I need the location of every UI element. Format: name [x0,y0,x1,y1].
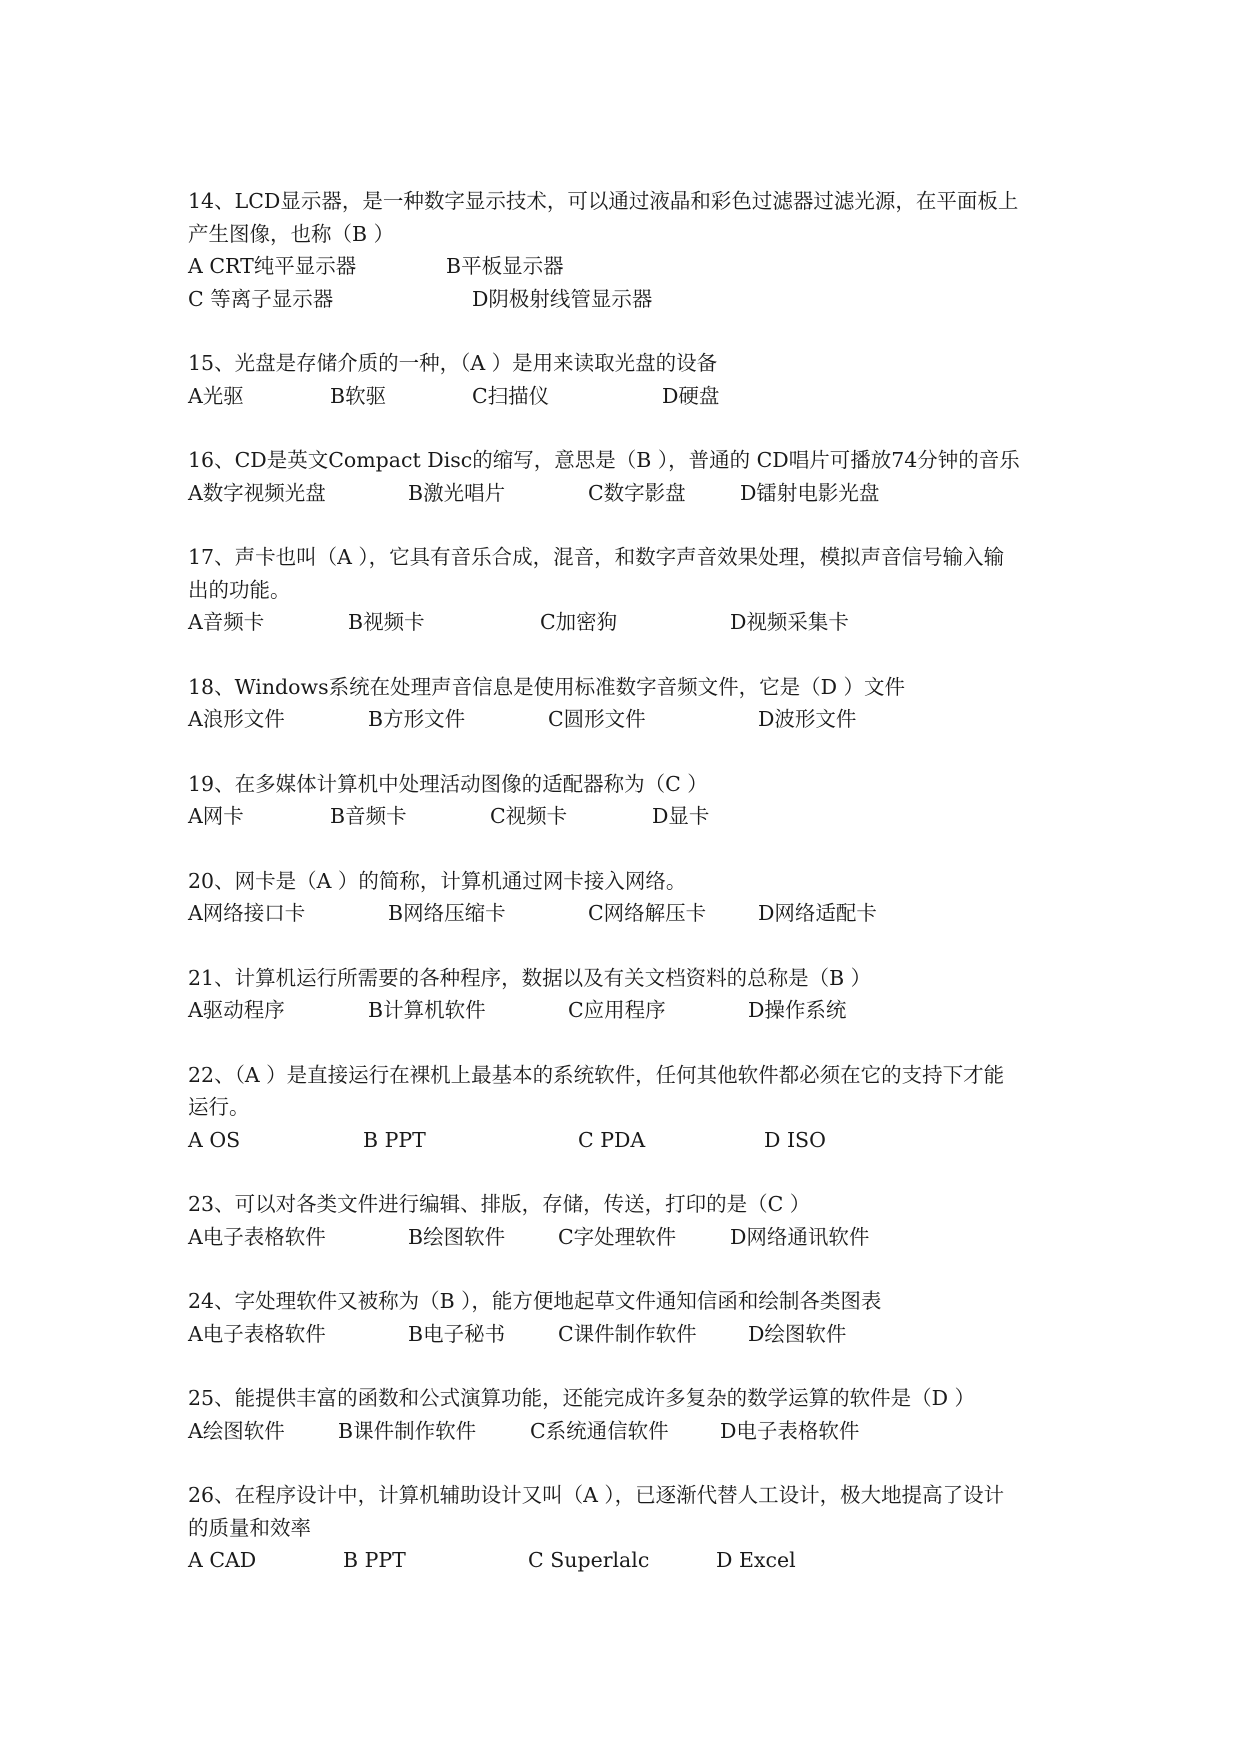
answer-option: B PPT [343,1548,406,1572]
options-row [188,1544,1068,1577]
options-row [188,1124,1068,1157]
options-row [188,1221,1068,1254]
question-stem-line: 产生图像，也称（B ） [188,221,395,246]
answer-option: B平板显示器 [446,254,564,278]
answer-option: C扫描仪 [472,383,550,408]
answer-option: C应用程序 [568,998,666,1022]
question-stem-line: 26、在程序设计中，计算机辅助设计又叫（A ），已逐渐代替人工设计，极大地提高了设计 [188,1483,1005,1507]
question-block [188,962,1068,1027]
question-block [188,347,1068,412]
answer-option: A绘图软件 [188,1418,285,1443]
options-row [188,897,1068,930]
answer-option: A电子表格软件 [188,1224,326,1249]
options-row [188,250,1068,283]
answer-option: A CRT纯平显示器 [188,254,357,278]
answer-option: A音频卡 [188,610,265,634]
options-row [188,283,1068,316]
answer-option: A光驱 [188,383,244,408]
question-list [188,185,1068,1609]
question-block [188,541,1068,639]
answer-option: A CAD [188,1548,257,1572]
answer-option: C数字影盘 [588,480,686,505]
question-block [188,1285,1068,1350]
answer-option: B PPT [363,1127,426,1152]
answer-option: B视频卡 [348,610,425,634]
answer-option: B课件制作软件 [338,1418,477,1443]
question-stem-line: 17、声卡也叫（A ），它具有音乐合成，混音，和数字声音效果处理，模拟声音信号输入输 [188,545,1005,569]
answer-option: D网络通讯软件 [730,1224,870,1249]
question-stem-line: 19、在多媒体计算机中处理活动图像的适配器称为（C ） [188,771,708,796]
question-block [188,1479,1068,1577]
answer-option: B激光唱片 [408,480,506,505]
question-stem-line: 25、能提供丰富的函数和公式演算功能，还能完成许多复杂的数学运算的软件是（D ） [188,1386,976,1410]
answer-option: A OS [188,1127,241,1152]
answer-option: D显卡 [652,804,710,828]
answer-option: A电子表格软件 [188,1321,326,1346]
question-stem-line: 21、计算机运行所需要的各种程序，数据以及有关文档资料的总称是（B ） [188,965,872,990]
answer-option: A数字视频光盘 [188,480,326,505]
answer-option: D Excel [716,1548,796,1572]
answer-option: B网络压缩卡 [388,901,506,925]
question-block [188,1382,1068,1447]
question-block [188,671,1068,736]
answer-option: D阴极射线管显示器 [472,286,653,311]
answer-option: D硬盘 [662,383,720,408]
answer-option: B方形文件 [368,707,466,731]
answer-option: D镭射电影光盘 [740,480,880,505]
options-row [188,477,1068,510]
question-stem-line: 15、光盘是存储介质的一种，（A ）是用来读取光盘的设备 [188,351,718,375]
answer-option: A驱动程序 [188,998,285,1022]
answer-option: B计算机软件 [368,998,486,1022]
options-row [188,994,1068,1027]
question-stem-line: 出的功能。 [188,577,291,602]
answer-option: D网络适配卡 [758,901,877,925]
question-stem-line: 14、LCD显示器，是一种数字显示技术，可以通过液晶和彩色过滤器过滤光源，在平面板上 [188,189,1019,213]
answer-option: C 等离子显示器 [188,286,334,311]
answer-option: C课件制作软件 [558,1321,697,1346]
question-stem-line: 23、可以对各类文件进行编辑、排版，存储，传送，打印的是（C ） [188,1192,811,1216]
options-row [188,800,1068,833]
question-block [188,865,1068,930]
answer-option: D ISO [764,1127,826,1152]
question-stem-line: 的质量和效率 [188,1515,311,1540]
question-stem-line: 16、CD是英文Compact Disc的缩写，意思是（B ），普通的 CD唱片可播放74分钟的音乐 [188,448,1020,472]
question-stem-line: 18、Windows系统在处理声音信息是使用标准数字音频文件，它是（D ）文件 [188,674,906,699]
answer-option: C圆形文件 [548,707,646,731]
options-row [188,606,1068,639]
question-block [188,444,1068,509]
answer-option: D视频采集卡 [730,610,849,634]
answer-option: C网络解压卡 [588,901,707,925]
answer-option: D电子表格软件 [720,1418,860,1443]
options-row [188,1318,1068,1351]
question-block [188,1188,1068,1253]
question-stem-line: 24、字处理软件又被称为（B ），能方便地起草文件通知信函和绘制各类图表 [188,1289,882,1313]
question-stem-line: 20、网卡是（A ）的简称，计算机通过网卡接入网络。 [188,868,687,893]
question-block [188,768,1068,833]
answer-option: C系统通信软件 [530,1418,669,1443]
answer-option: D操作系统 [748,998,847,1022]
answer-option: B软驱 [330,383,387,408]
answer-option: B音频卡 [330,804,407,828]
answer-option: C视频卡 [490,804,568,828]
options-row [188,703,1068,736]
answer-option: C Superlalc [528,1548,650,1572]
answer-option: B绘图软件 [408,1224,506,1249]
question-stem-line: 运行。 [188,1095,250,1119]
answer-option: C PDA [578,1127,646,1152]
answer-option: B电子秘书 [408,1321,506,1346]
options-row [188,380,1068,413]
answer-option: C字处理软件 [558,1224,677,1249]
answer-option: D波形文件 [758,707,857,731]
answer-option: A浪形文件 [188,707,285,731]
question-block [188,1059,1068,1157]
answer-option: D绘图软件 [748,1321,847,1346]
question-block [188,185,1068,315]
answer-option: C加密狗 [540,610,618,634]
question-stem-line: 22、（A ）是直接运行在裸机上最基本的系统软件，任何其他软件都必须在它的支持下才能 [188,1062,1005,1087]
answer-option: A网卡 [188,804,244,828]
options-row [188,1415,1068,1448]
answer-option: A网络接口卡 [188,901,306,925]
